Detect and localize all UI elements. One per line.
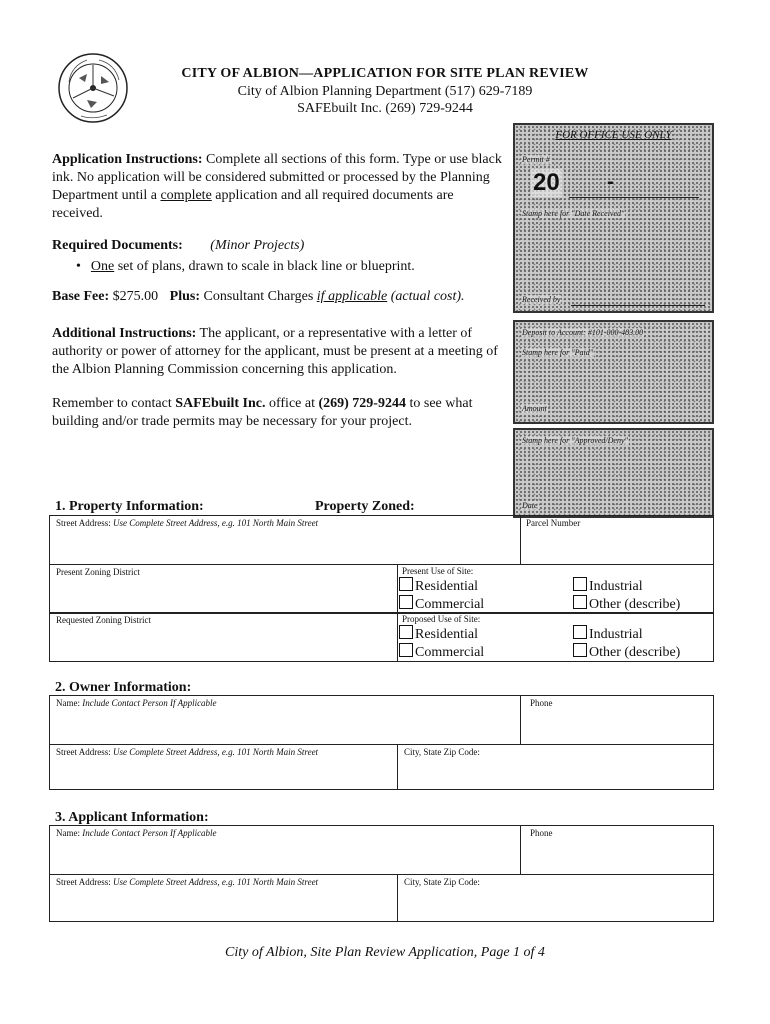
street-address-hint: Use Complete Street Address, e.g. 101 North Main Street [113, 518, 319, 528]
divider [397, 565, 398, 613]
applicant-street-label: Street Address: [56, 877, 111, 887]
received-by-line [571, 305, 705, 306]
received-by-label: Received by [522, 295, 561, 304]
additional-heading: Additional Instructions: [52, 326, 197, 341]
applicant-name-field[interactable] [49, 825, 714, 875]
present-zoning-label: Present Zoning District [56, 567, 140, 577]
owner-address-field[interactable] [49, 744, 714, 790]
stamp-approved-label: Stamp here for "Approved/Deny" [522, 436, 628, 445]
divider [397, 875, 398, 921]
required-docs-rest: set of plans, drawn to scale in black line or blueprint. [114, 259, 415, 274]
present-residential-option[interactable] [399, 577, 478, 595]
permit-label: Permit # [522, 155, 550, 164]
applicant-name-hint: Include Contact Person If Applicable [82, 828, 217, 838]
reminder-phone: (269) 729-9244 [318, 396, 406, 411]
parcel-number-label: Parcel Number [526, 518, 581, 528]
deposit-account-label: Deposit to Account: #101-000-483.00 [522, 328, 644, 337]
proposed-residential-option[interactable] [399, 625, 478, 643]
checkbox[interactable] [399, 577, 413, 591]
section2-title: 2. Owner Information: [55, 680, 192, 695]
office-use-heading: FOR OFFICE USE ONLY [555, 129, 672, 141]
divider [397, 613, 398, 661]
required-docs-one: One [90, 259, 115, 274]
present-commercial-option[interactable] [399, 595, 484, 613]
option-label: Residential [415, 627, 478, 642]
proposed-other-option[interactable] [573, 643, 680, 661]
additional-instructions [52, 325, 504, 379]
option-label: Industrial [589, 627, 643, 642]
fee-amount: $275.00 [109, 289, 159, 304]
owner-street-hint: Use Complete Street Address, e.g. 101 North Main Street [113, 747, 319, 757]
base-fee [52, 288, 512, 306]
planning-department-line: City of Albion Planning Department (517) 629-7189 [237, 84, 533, 99]
application-instructions [52, 151, 502, 223]
checkbox[interactable] [399, 625, 413, 639]
additional-text: The applicant, or a representative with a letter of authority or power of attorney for the applicant, must be present at a meeting of the Albion Planning Commission concerning this application. [52, 326, 498, 377]
option-label: Commercial [415, 597, 485, 612]
divider [520, 696, 521, 744]
owner-name-label: Name: [56, 698, 80, 708]
reminder-company: SAFEbuilt Inc. [175, 396, 266, 411]
option-label: Other (describe) [589, 597, 681, 612]
safebuilt-line: SAFEbuilt Inc. (269) 729-9244 [297, 101, 473, 116]
checkbox[interactable] [573, 577, 587, 591]
proposed-commercial-option[interactable] [399, 643, 484, 661]
permit-year: 20 [533, 169, 560, 196]
checkbox[interactable] [399, 595, 413, 609]
required-documents [52, 237, 502, 255]
proposed-use-label: Proposed Use of Site: [402, 614, 481, 624]
fee-plus-text: Consultant Charges [200, 289, 317, 304]
reminder-text-a: Remember to contact [52, 396, 176, 411]
checkbox[interactable] [573, 625, 587, 639]
reminder [52, 395, 504, 431]
permit-dash: - [607, 171, 614, 193]
instructions-heading: Application Instructions: [52, 152, 203, 167]
required-docs-category: (Minor Projects) [210, 238, 305, 253]
payment-box [513, 320, 714, 424]
option-label: Other (describe) [589, 645, 681, 660]
permit-number-line [569, 197, 699, 198]
checkbox[interactable] [399, 643, 413, 657]
requested-zoning-label: Requested Zoning District [56, 615, 151, 625]
applicant-name-label: Name: [56, 828, 80, 838]
present-other-option[interactable] [573, 595, 680, 613]
section3-title: 3. Applicant Information: [55, 810, 209, 825]
page-footer: City of Albion, Site Plan Review Application, Page 1 of 4 [225, 945, 545, 960]
checkbox[interactable] [573, 643, 587, 657]
amount-label: Amount [522, 404, 547, 413]
applicant-phone-label: Phone [530, 828, 553, 838]
fee-actual-cost: (actual cost). [387, 289, 465, 304]
reminder-text-c: to see what building and/or trade permits may be necessary for your project. [52, 396, 473, 429]
instructions-complete-word: complete [160, 188, 212, 203]
divider [397, 745, 398, 789]
required-docs-heading: Required Documents: [52, 238, 183, 253]
present-zoning-row [49, 564, 714, 614]
option-label: Residential [415, 579, 478, 594]
required-docs-bullet [76, 258, 506, 276]
checkbox[interactable] [573, 595, 587, 609]
applicant-city-label: City, State Zip Code: [404, 877, 480, 887]
stamp-date-received: Stamp here for "Date Received" [522, 209, 625, 218]
owner-phone-label: Phone [530, 698, 553, 708]
option-label: Commercial [415, 645, 485, 660]
approval-box [513, 428, 714, 518]
divider [520, 826, 521, 874]
present-use-label: Present Use of Site: [402, 566, 474, 576]
present-industrial-option[interactable] [573, 577, 643, 595]
fee-plus-label: Plus: [169, 289, 200, 304]
applicant-street-hint: Use Complete Street Address, e.g. 101 North Main Street [113, 877, 319, 887]
owner-name-hint: Include Contact Person If Applicable [82, 698, 217, 708]
document-title: CITY OF ALBION—APPLICATION FOR SITE PLAN REVIEW [181, 66, 589, 81]
date-label: Date [522, 501, 538, 510]
section1-title: 1. Property Information: [55, 499, 204, 514]
owner-name-field[interactable] [49, 695, 714, 745]
bullet-icon: • [76, 259, 81, 274]
street-address-field[interactable] [49, 515, 714, 565]
fee-label: Base Fee: [52, 289, 110, 304]
option-label: Industrial [589, 579, 643, 594]
office-use-box [513, 123, 714, 313]
instructions-text-b: application and all required documents are received. [52, 188, 454, 221]
stamp-paid-label: Stamp here for "Paid" [522, 348, 594, 357]
owner-city-label: City, State Zip Code: [404, 747, 480, 757]
instructions-text-a: Complete all sections of this form. Type or use black ink. No application will be considered submitted or processed by the Planning Department until a [52, 152, 502, 203]
applicant-address-field[interactable] [49, 874, 714, 922]
property-zoned-title: Property Zoned: [315, 499, 415, 514]
street-address-label: Street Address: [56, 518, 111, 528]
fee-if-applicable: if applicable [316, 289, 388, 304]
divider [520, 516, 521, 564]
reminder-text-b: office at [265, 396, 319, 411]
proposed-industrial-option[interactable] [573, 625, 643, 643]
requested-zoning-row [49, 612, 714, 662]
owner-street-label: Street Address: [56, 747, 111, 757]
